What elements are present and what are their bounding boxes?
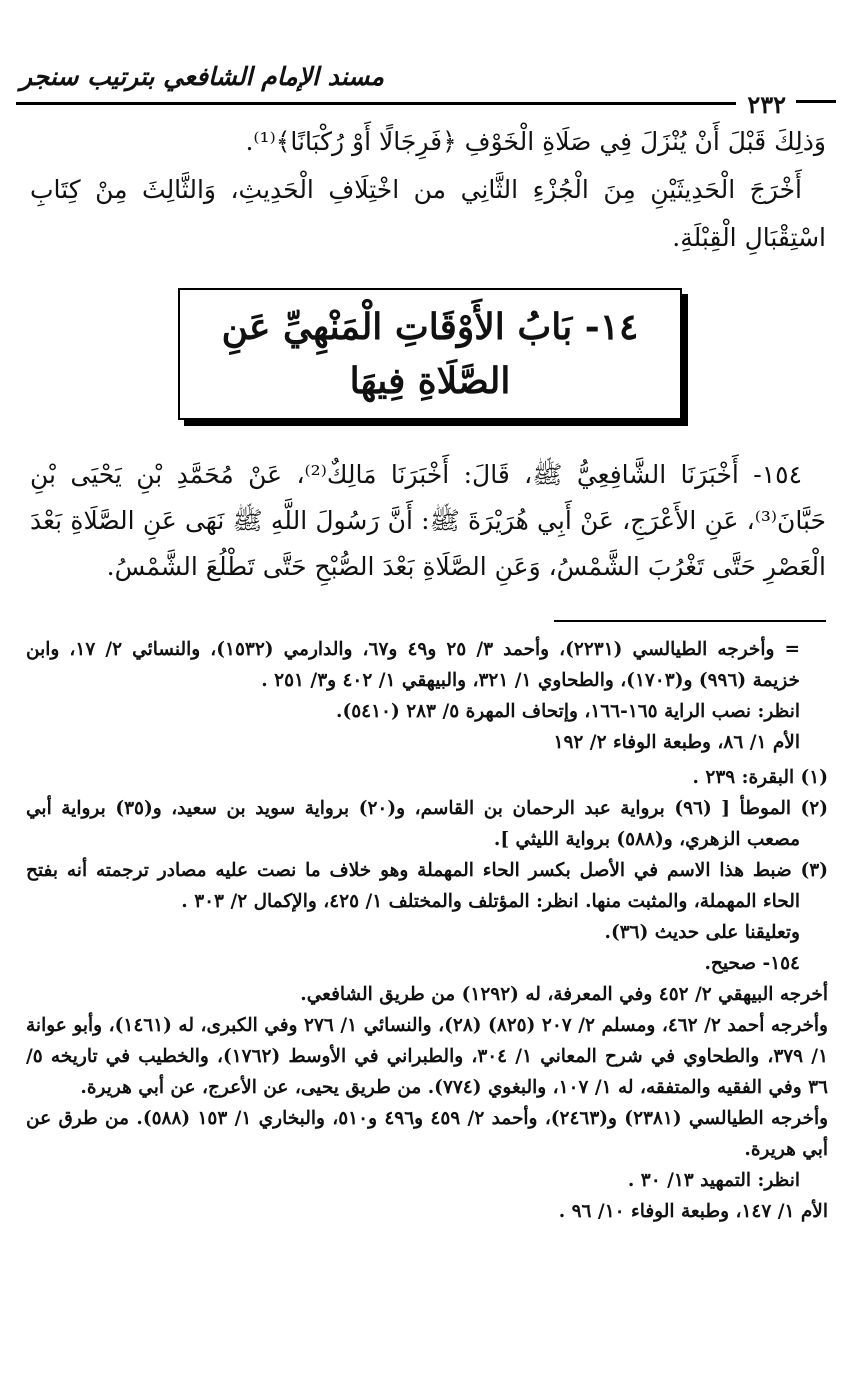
main-paragraph-2: أَخْرَجَ الْحَدِيثَيْنِ مِنَ الْجُزْءِ الثَّانِي من اخْتِلَافِ الْحَدِيثِ، وَالثَّالِثَ مِنْ كِتَابِ اسْتِقْبَالِ الْقِبْلَةِ. [30, 175, 826, 252]
page-number [737, 90, 796, 119]
takhrij-154-heading: ١٥٤- صحيح. [704, 953, 800, 974]
footnote-separator [554, 620, 826, 622]
footnote-continuation-1: = وأخرجه الطيالسي (٢٢٣١)، وأحمد ٣/ ٢٥ و٤٩ و٦٧، والدارمي (١٥٣٢)، والنسائي ٢/ ١٧، وابن خزيمة (٩٩٦) و(١٧٠٣)، والطحاوي ١/ ٣٢١، والبيهقي ١/ ٤٠٢ و٣/ ٢٥١ . [26, 639, 801, 691]
takhrij-154-c: وأخرجه الطيالسي (٢٣٨١) و(٢٤٦٣)، وأحمد ٢/ ٤٥٩ و٤٩٦ و٥١٠، والبخاري ١/ ١٥٣ (٥٨٨). من طرق عن أبي هريرة. [26, 1108, 829, 1160]
chapter-title-box [178, 288, 682, 420]
footnote-continuation-3: الأم ١/ ٨٦، وطبعة الوفاء ٢/ ١٩٢ [553, 732, 800, 753]
header-rule [16, 102, 736, 105]
footnote-3-continued: وتعليقنا على حديث (٣٦). [604, 922, 800, 943]
hadith-text: ١٥٤- أَخْبَرَنَا الشَّافِعِيُّ ﷺ، قَالَ: أَخْبَرَنَا مَالِكٌ⁽²⁾، عَنْ مُحَمَّدِ بْنِ يَحْيَى بْنِ حَبَّانَ⁽³⁾، عَنِ الأَعْرَجِ، عَنْ أَبِي هُرَيْرَةَ ﷺ: أَنَّ رَسُولَ اللَّهِ ﷺ نَهَى عَنِ الصَّلَاةِ بَعْدَ الْعَصْرِ حَتَّى تَغْرُبَ الشَّمْسُ، وَعَنِ الصَّلَاةِ بَعْدَ الصُّبْحِ حَتَّى تَطْلُعَ الشَّمْسُ. [30, 460, 826, 581]
chapter-title: ١٤- بَابُ الأَوْقَاتِ الْمَنْهِيِّ عَنِ الصَّلَاةِ فِيهَا [221, 306, 639, 402]
footnotes [26, 634, 828, 1227]
footnote-continuation-2: انظر: نصب الراية ١٦٥-١٦٦، وإتحاف المهرة ٥/ ٢٨٣ (٥٤١٠). [336, 701, 800, 722]
running-title: مسند الإمام الشافعي بترتيب سنجر [20, 62, 384, 91]
main-text [30, 118, 826, 262]
footnote-1: (١) البقرة: ٢٣٩ . [692, 767, 828, 788]
takhrij-154-d: انظر: التمهيد ١٣/ ٣٠ . [627, 1170, 800, 1191]
takhrij-154-b: وأخرجه أحمد ٢/ ٤٦٢، ومسلم ٢/ ٢٠٧ (٨٢٥) (٢٨)، والنسائي ١/ ٢٧٦ وفي الكبرى، له (١٤٦١)، وأبو عوانة ١/ ٣٧٩، والطحاوي في شرح المعاني ١/ ٣٠٤، والطبراني في الأوسط (١٧٦٢)، والخطيب في تاريخه ٥/ ٣٦ وفي الفقيه والمتفقه، له ١/ ١٠٧، والبغوي (٧٧٤). من طريق يحيى، عن الأعرج، عن أبي هريرة. [26, 1015, 829, 1098]
hadith-154 [30, 452, 826, 590]
main-line-1: وَذلِكَ قَبْلَ أَنْ يُنْزَلَ فِي صَلَاةِ الْخَوْفِ ﴿فَرِجَالًا أَوْ رُكْبَانًا﴾⁽¹⁾. [245, 127, 826, 156]
footnote-3: (٣) ضبط هذا الاسم في الأصل بكسر الحاء المهملة وهو خلاف ما نصت عليه مصادر ترجمته أنه بفتح الحاء المهملة، والمثبت منها. انظر: المؤتلف والمختلف ١/ ٤٢٥، والإكمال ٢/ ٣٠٣ . [26, 860, 828, 912]
page-number-text: ٢٣٢ [747, 90, 786, 119]
running-header [0, 62, 856, 119]
takhrij-154-a: أخرجه البيهقي ٢/ ٤٥٢ وفي المعرفة، له (١٢٩٢) من طريق الشافعي. [300, 984, 828, 1005]
page-number-ornament [796, 100, 836, 103]
footnote-2: (٢) الموطأ [ (٩٦) برواية عبد الرحمان بن القاسم، و(٢٠) برواية سويد بن سعيد، و(٣٥) برواية أبي مصعب الزهري، و(٥٨٨) برواية الليثي ]. [26, 798, 828, 850]
takhrij-154-e: الأم ١/ ١٤٧، وطبعة الوفاء ١٠/ ٩٦ . [558, 1201, 828, 1222]
